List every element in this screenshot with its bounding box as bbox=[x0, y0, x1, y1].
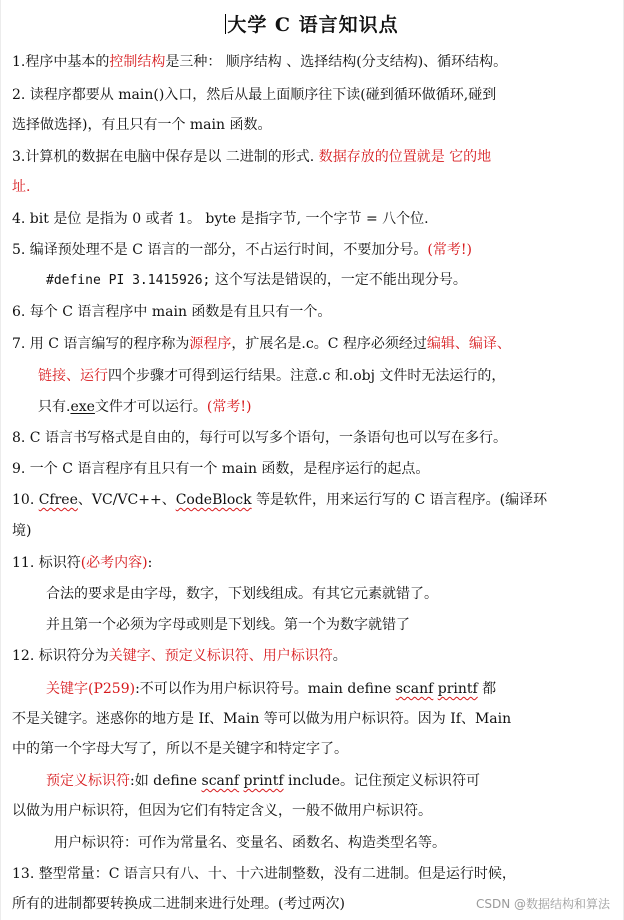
page-title bbox=[0, 10, 624, 37]
p7-note: (常考!) bbox=[206, 399, 252, 415]
kw-scanf: scanf bbox=[395, 681, 434, 697]
p5-note: (常考!) bbox=[427, 242, 472, 258]
paragraph-6: 6. 每个 C 语言程序中 main 函数是有且只有一个。 bbox=[12, 304, 332, 320]
p11-colon: : bbox=[147, 555, 153, 571]
kw-text-f: 都 bbox=[477, 681, 497, 697]
paragraph-1 bbox=[12, 52, 507, 72]
paragraph-11-line-1 bbox=[12, 553, 152, 573]
page-border-left bbox=[0, 0, 1, 920]
kw-printf: printf bbox=[437, 681, 478, 697]
p7-highlight-b: 源程序 bbox=[189, 336, 232, 352]
p7-text-i: 文件才可以运行。 bbox=[94, 399, 207, 415]
pre-text-f: include。记住预定义标识符可 bbox=[283, 773, 481, 789]
paragraph-11-line-2: 合法的要求是由字母，数字，下划线组成。有其它元素就错了。 bbox=[46, 586, 438, 602]
paragraph-7-line-1 bbox=[12, 334, 511, 354]
p5-text-c: 这个写法是错误的，一定不能出现分号。 bbox=[210, 272, 467, 288]
paragraph-5-line-1 bbox=[12, 240, 472, 260]
paragraph-12 bbox=[12, 646, 347, 666]
p10-cfree: Cfree bbox=[38, 492, 78, 508]
pre-printf: printf bbox=[243, 773, 284, 789]
paragraph-9: 9. 一个 C 语言程序有且只有一个 main 函数，是程序运行的起点。 bbox=[12, 461, 430, 477]
p1-text-a: 1.程序中基本的 bbox=[12, 54, 110, 70]
paragraph-7-line-2 bbox=[38, 366, 505, 386]
p7-text-g: 只有. bbox=[38, 399, 71, 415]
p1-highlight: 控制结构 bbox=[109, 54, 166, 70]
user-identifier-line: 用户标识符：可作为常量名、变量名、函数名、构造类型名等。 bbox=[54, 835, 446, 851]
pre-text-b: :如 define bbox=[130, 773, 202, 789]
p7-text-a: 7. 用 C 语言编写的程序称为 bbox=[12, 336, 190, 352]
paragraph-4: 4. bit 是位 是指为 0 或者 1。 byte 是指字节, 一个字节 = 八个位. bbox=[12, 211, 429, 227]
p7-text-f: 四个步骤才可得到运行结果。注意.c 和.obj 文件时无法运行的， bbox=[108, 368, 506, 384]
p7-highlight-e: 链接、运行 bbox=[38, 368, 108, 384]
pre-label: 预定义标识符 bbox=[46, 773, 130, 789]
keyword-line-1 bbox=[46, 679, 496, 699]
kw-label: 关键字(P259) bbox=[46, 681, 136, 697]
p3-highlight: 数据存放的位置就是 它的地 bbox=[318, 149, 492, 165]
paragraph-5-line-2 bbox=[46, 270, 467, 291]
paragraph-2-line-1: 2. 读程序都要从 main()入口，然后从最上面顺序往下读(碰到循环做循环,碰到 bbox=[12, 87, 497, 103]
p11-note: (必考内容) bbox=[80, 555, 148, 571]
p7-exe: exe bbox=[70, 399, 95, 415]
paragraph-10-line-1 bbox=[12, 490, 547, 510]
pre-scanf: scanf bbox=[201, 773, 240, 789]
predefined-line-2: 以做为用户标识符，但因为它们有特定含义，一般不做用户标识符。 bbox=[12, 803, 432, 819]
p12-text-c: 。 bbox=[332, 648, 347, 664]
p5-text-a: 5. 编译预处理不是 C 语言的一部分，不占运行时间，不要加分号。 bbox=[12, 242, 428, 258]
paragraph-8: 8. C 语言书写格式是自由的，每行可以写多个语句，一条语句也可以写在多行。 bbox=[12, 430, 507, 446]
paragraph-2-line-2: 选择做选择)，有且只有一个 main 函数。 bbox=[12, 117, 272, 133]
p11-text-a: 11. 标识符 bbox=[12, 555, 81, 571]
paragraph-13-line-1: 13. 整型常量：C 语言只有八、十、十六进制整数，没有二进制。但是运行时候， bbox=[12, 866, 516, 882]
p12-text-a: 12. 标识符分为 bbox=[12, 648, 109, 664]
predefined-line-1 bbox=[46, 771, 480, 791]
kw-text-b: :不可以作为用户标识符号。main define bbox=[135, 681, 396, 697]
paragraph-7-line-3 bbox=[38, 397, 251, 417]
p5-code: #define PI 3.1415926; bbox=[46, 273, 211, 288]
p10-text-c: 、VC/VC++、 bbox=[77, 492, 176, 508]
p10-text-a: 10. bbox=[12, 492, 39, 508]
p12-highlight: 关键字、预定义标识符、用户标识符 bbox=[108, 648, 333, 664]
p7-text-c: ，扩展名是.c。C 程序必须经过 bbox=[231, 336, 427, 352]
paragraph-13-line-2: 所有的进制都要转换成二进制来进行处理。(考过两次) bbox=[12, 896, 345, 912]
paragraph-10-line-2: 境) bbox=[12, 523, 32, 539]
p10-codeblock: CodeBlock bbox=[175, 492, 252, 508]
p7-highlight-d: 编辑、编译、 bbox=[426, 336, 511, 352]
csdn-watermark: CSDN @数据结构和算法 bbox=[475, 897, 610, 911]
keyword-line-3: 中的第一个字母大写了，所以不是关键字和特定字了。 bbox=[12, 741, 348, 757]
p1-text-c: 是三种： 顺序结构 、选择结构(分支结构)、循环结构。 bbox=[165, 54, 508, 70]
p10-text-e: 等是软件，用来运行写的 C 语言程序。(编译环 bbox=[251, 492, 548, 508]
title-text: 大学 C 语言知识点 bbox=[227, 14, 399, 36]
keyword-line-2: 不是关键字。迷惑你的地方是 If、Main 等可以做为用户标识符。因为 If、Main bbox=[12, 711, 512, 727]
paragraph-3-line-1 bbox=[12, 147, 491, 167]
paragraph-11-line-3: 并且第一个必须为字母或则是下划线。第一个为数字就错了 bbox=[46, 617, 410, 633]
paragraph-3-line-2: 址. bbox=[12, 179, 31, 195]
p3-text-a: 3.计算机的数据在电脑中保存是以 二进制的形式. bbox=[12, 149, 319, 165]
